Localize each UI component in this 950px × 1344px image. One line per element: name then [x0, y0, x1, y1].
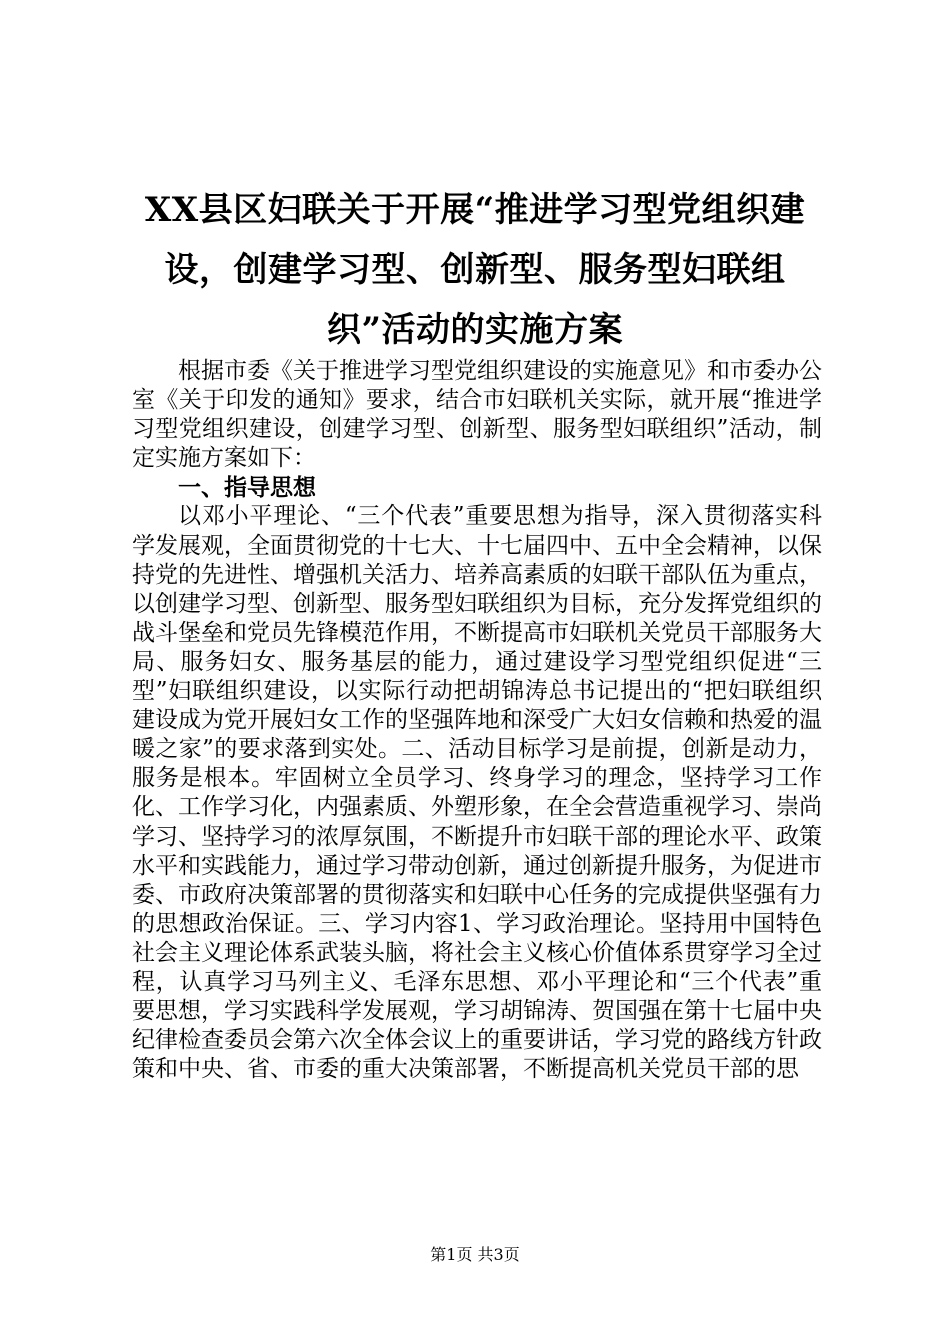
- intro-paragraph: 根据市委《关于推进学习型党组织建设的实施意见》和市委办公室《关于印发的通知》要求，结合市妇联机关实际，就开展“推进学习型党组织建设，创建学习型、创新型、服务型妇联组织”活动，制定实施方案如下：: [132, 358, 822, 472]
- section-heading-guiding-ideology: 一、指导思想: [178, 474, 316, 502]
- page-number-footer: 第1页 共3页: [430, 1245, 520, 1264]
- document-title: XX县区妇联关于开展“推进学习型党组织建设，创建学习型、创新型、服务型妇联组织”活动的实施方案: [144, 190, 806, 350]
- document-body: [132, 357, 822, 1084]
- section-body-paragraph: 以邓小平理论、“三个代表”重要思想为指导，深入贯彻落实科学发展观，全面贯彻党的十七大、十七届四中、五中全会精神，以保持党的先进性、增强机关活力、培养高素质的妇联干部队伍为重点，以创建学习型、创新型、服务型妇联组织为目标，充分发挥党组织的战斗堡垒和党员先锋模范作用，不断提高市妇联机关党员干部服务大局、服务妇女、服务基层的能力，通过建设学习型党组织促进“三型”妇联组织建设，以实际行动把胡锦涛总书记提出的“把妇联组织建设成为党开展妇女工作的坚强阵地和深受广大妇女信赖和热爱的温暖之家”的要求落到实处。二、活动目标学习是前提，创新是动力，服务是根本。牢固树立全员学习、终身学习的理念，坚持学习工作化、工作学习化，内强素质、外塑形象，在全会营造重视学习、崇尚学习、坚持学习的浓厚氛围，不断提升市妇联干部的理论水平、政策水平和实践能力，通过学习带动创新，通过创新提升服务，为促进市委、市政府决策部署的贯彻落实和妇联中心任务的完成提供坚强有力的思想政治保证。三、学习内容1、学习政治理论。坚持用中国特色社会主义理论体系武装头脑，将社会主义核心价值体系贯穿学习全过程，认真学习马列主义、毛泽东思想、邓小平理论和“三个代表”重要思想，学习实践科学发展观，学习胡锦涛、贺国强在第十七届中央纪律检查委员会第六次全体会议上的重要讲话，学习党的路线方针政策和中央、省、市委的重大决策部署，不断提高机关党员干部的思: [132, 503, 822, 1083]
